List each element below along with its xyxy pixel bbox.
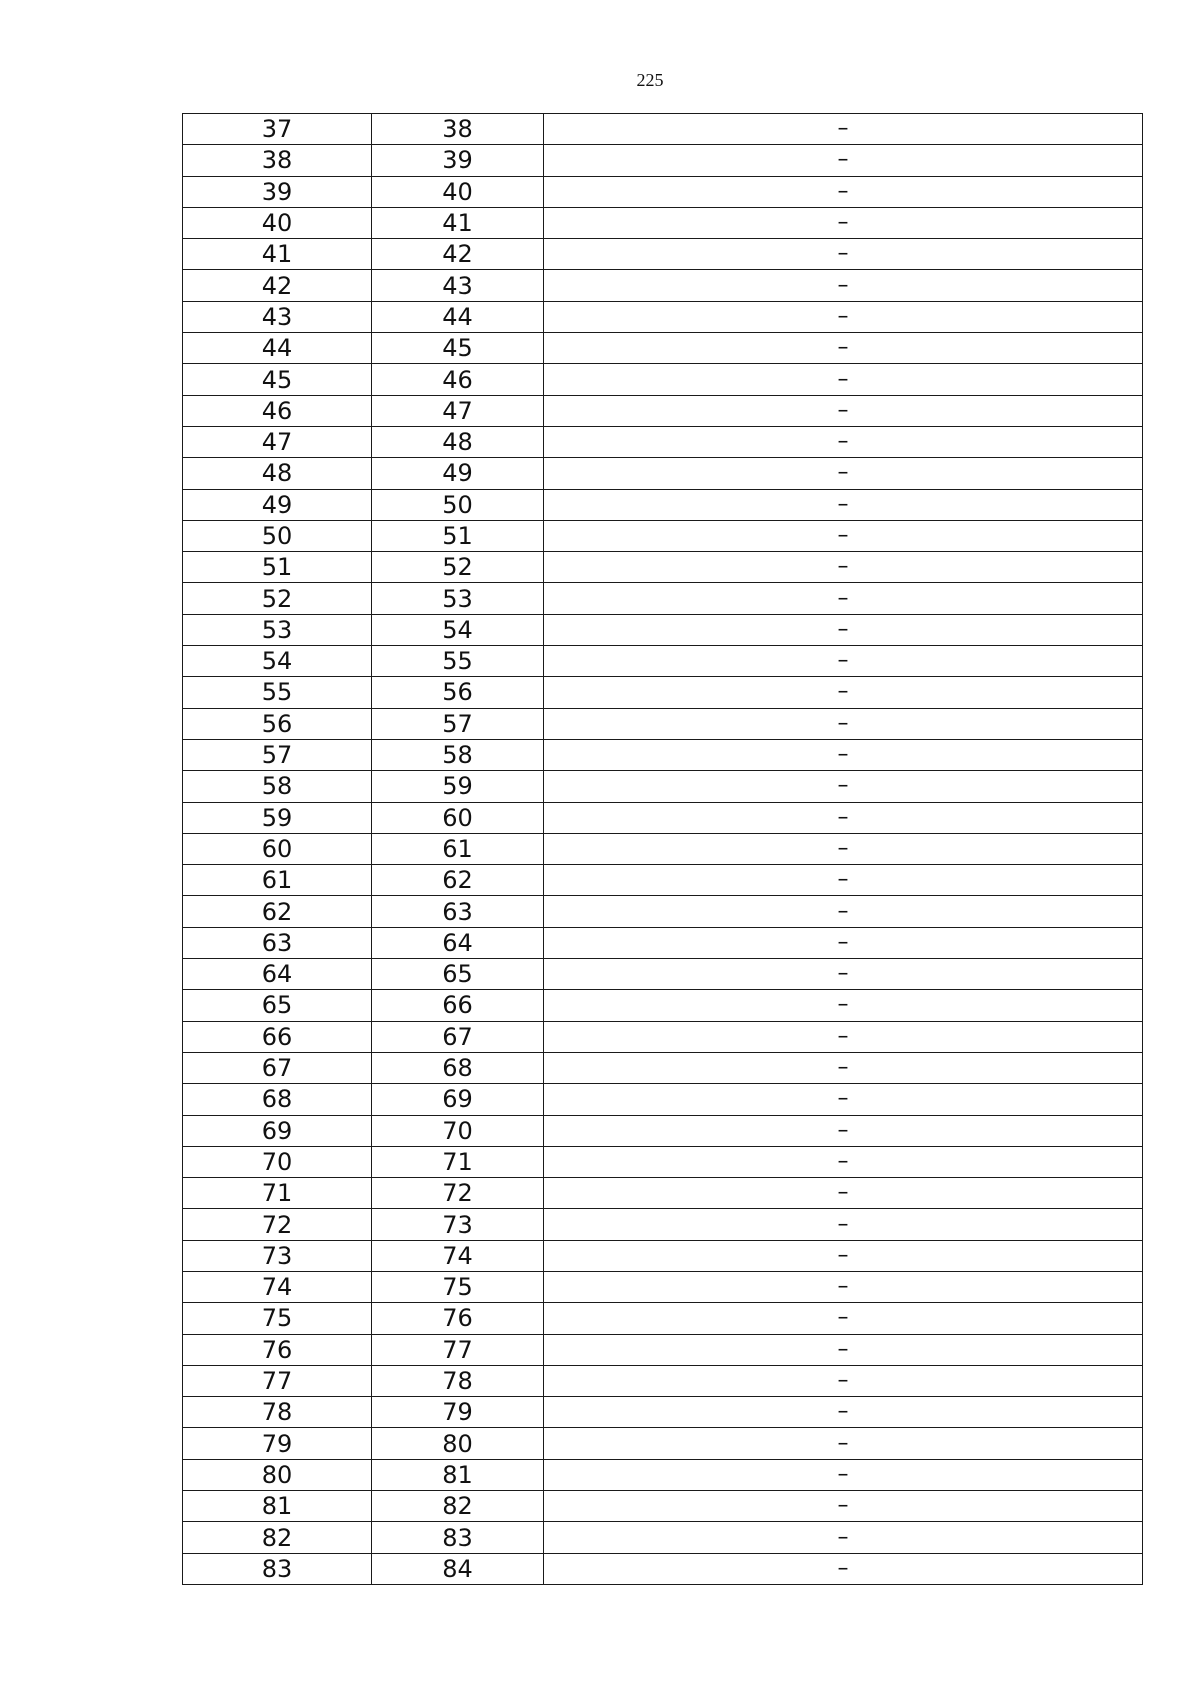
to-value-cell: 43 xyxy=(372,270,544,301)
from-value-cell: 45 xyxy=(183,364,372,395)
from-value-cell: 68 xyxy=(183,1084,372,1115)
table-row xyxy=(183,614,1143,645)
from-value-cell: 77 xyxy=(183,1365,372,1396)
table-row xyxy=(183,1209,1143,1240)
from-value-cell: 67 xyxy=(183,1052,372,1083)
from-value-cell: 69 xyxy=(183,1115,372,1146)
table-row xyxy=(183,1178,1143,1209)
to-value-cell: 70 xyxy=(372,1115,544,1146)
to-value-cell: 62 xyxy=(372,865,544,896)
to-value-cell: 63 xyxy=(372,896,544,927)
to-value-cell: 55 xyxy=(372,646,544,677)
from-value-cell: 44 xyxy=(183,333,372,364)
dash-cell: – xyxy=(544,1240,1143,1271)
table-row xyxy=(183,1240,1143,1271)
table-row xyxy=(183,708,1143,739)
from-value-cell: 49 xyxy=(183,489,372,520)
table-row xyxy=(183,1365,1143,1396)
dash-cell: – xyxy=(544,176,1143,207)
to-value-cell: 44 xyxy=(372,301,544,332)
from-value-cell: 83 xyxy=(183,1553,372,1584)
dash-cell: – xyxy=(544,1052,1143,1083)
dash-cell: – xyxy=(544,270,1143,301)
table-row xyxy=(183,927,1143,958)
from-value-cell: 58 xyxy=(183,771,372,802)
to-value-cell: 57 xyxy=(372,708,544,739)
table-row xyxy=(183,333,1143,364)
table-row xyxy=(183,520,1143,551)
to-value-cell: 84 xyxy=(372,1553,544,1584)
to-value-cell: 49 xyxy=(372,458,544,489)
table-row xyxy=(183,1271,1143,1302)
from-value-cell: 61 xyxy=(183,865,372,896)
table-row xyxy=(183,1303,1143,1334)
to-value-cell: 83 xyxy=(372,1522,544,1553)
dash-cell: – xyxy=(544,1397,1143,1428)
dash-cell: – xyxy=(544,1146,1143,1177)
to-value-cell: 77 xyxy=(372,1334,544,1365)
from-value-cell: 38 xyxy=(183,145,372,176)
from-value-cell: 60 xyxy=(183,833,372,864)
to-value-cell: 45 xyxy=(372,333,544,364)
page-number: 225 xyxy=(636,70,664,90)
from-value-cell: 56 xyxy=(183,708,372,739)
to-value-cell: 50 xyxy=(372,489,544,520)
to-value-cell: 40 xyxy=(372,176,544,207)
table-row xyxy=(183,990,1143,1021)
dash-cell: – xyxy=(544,739,1143,770)
from-value-cell: 64 xyxy=(183,959,372,990)
dash-cell: – xyxy=(544,614,1143,645)
dash-cell: – xyxy=(544,646,1143,677)
table-row xyxy=(183,677,1143,708)
from-value-cell: 66 xyxy=(183,1021,372,1052)
dash-cell: – xyxy=(544,145,1143,176)
table-row xyxy=(183,771,1143,802)
table-row xyxy=(183,426,1143,457)
from-value-cell: 74 xyxy=(183,1271,372,1302)
from-value-cell: 79 xyxy=(183,1428,372,1459)
table-row xyxy=(183,1334,1143,1365)
table-row xyxy=(183,1459,1143,1490)
to-value-cell: 42 xyxy=(372,239,544,270)
dash-cell: – xyxy=(544,1178,1143,1209)
from-value-cell: 37 xyxy=(183,114,372,145)
dash-cell: – xyxy=(544,1428,1143,1459)
table-row xyxy=(183,896,1143,927)
table-row xyxy=(183,145,1143,176)
dash-cell: – xyxy=(544,1084,1143,1115)
table-row xyxy=(183,1115,1143,1146)
from-value-cell: 41 xyxy=(183,239,372,270)
table-row xyxy=(183,865,1143,896)
from-value-cell: 55 xyxy=(183,677,372,708)
table-row xyxy=(183,1553,1143,1584)
from-value-cell: 80 xyxy=(183,1459,372,1490)
from-value-cell: 73 xyxy=(183,1240,372,1271)
dash-cell: – xyxy=(544,708,1143,739)
dash-cell: – xyxy=(544,583,1143,614)
to-value-cell: 75 xyxy=(372,1271,544,1302)
from-value-cell: 39 xyxy=(183,176,372,207)
dash-cell: – xyxy=(544,426,1143,457)
to-value-cell: 59 xyxy=(372,771,544,802)
to-value-cell: 53 xyxy=(372,583,544,614)
table-row xyxy=(183,739,1143,770)
table-row xyxy=(183,646,1143,677)
to-value-cell: 41 xyxy=(372,207,544,238)
to-value-cell: 81 xyxy=(372,1459,544,1490)
from-value-cell: 82 xyxy=(183,1522,372,1553)
to-value-cell: 38 xyxy=(372,114,544,145)
dash-cell: – xyxy=(544,114,1143,145)
to-value-cell: 76 xyxy=(372,1303,544,1334)
dash-cell: – xyxy=(544,1209,1143,1240)
to-value-cell: 46 xyxy=(372,364,544,395)
to-value-cell: 69 xyxy=(372,1084,544,1115)
dash-cell: – xyxy=(544,959,1143,990)
dash-cell: – xyxy=(544,1491,1143,1522)
dash-cell: – xyxy=(544,896,1143,927)
dash-cell: – xyxy=(544,865,1143,896)
table-row xyxy=(183,1021,1143,1052)
table-row xyxy=(183,833,1143,864)
table-row xyxy=(183,489,1143,520)
from-value-cell: 70 xyxy=(183,1146,372,1177)
from-value-cell: 59 xyxy=(183,802,372,833)
table-row xyxy=(183,270,1143,301)
table-row xyxy=(183,364,1143,395)
table-row xyxy=(183,1084,1143,1115)
to-value-cell: 73 xyxy=(372,1209,544,1240)
dash-cell: – xyxy=(544,333,1143,364)
from-value-cell: 63 xyxy=(183,927,372,958)
to-value-cell: 54 xyxy=(372,614,544,645)
table-row xyxy=(183,395,1143,426)
to-value-cell: 65 xyxy=(372,959,544,990)
dash-cell: – xyxy=(544,927,1143,958)
dash-cell: – xyxy=(544,990,1143,1021)
from-value-cell: 62 xyxy=(183,896,372,927)
dash-cell: – xyxy=(544,1365,1143,1396)
dash-cell: – xyxy=(544,677,1143,708)
from-value-cell: 65 xyxy=(183,990,372,1021)
dash-cell: – xyxy=(544,239,1143,270)
from-value-cell: 78 xyxy=(183,1397,372,1428)
from-value-cell: 42 xyxy=(183,270,372,301)
to-value-cell: 64 xyxy=(372,927,544,958)
table-row xyxy=(183,239,1143,270)
table-row xyxy=(183,552,1143,583)
to-value-cell: 71 xyxy=(372,1146,544,1177)
table-row xyxy=(183,1491,1143,1522)
to-value-cell: 56 xyxy=(372,677,544,708)
table-row xyxy=(183,959,1143,990)
dash-cell: – xyxy=(544,802,1143,833)
to-value-cell: 78 xyxy=(372,1365,544,1396)
table-row xyxy=(183,114,1143,145)
table-row xyxy=(183,1146,1143,1177)
dash-cell: – xyxy=(544,395,1143,426)
table-row xyxy=(183,1428,1143,1459)
to-value-cell: 68 xyxy=(372,1052,544,1083)
dash-cell: – xyxy=(544,1459,1143,1490)
from-value-cell: 47 xyxy=(183,426,372,457)
from-value-cell: 43 xyxy=(183,301,372,332)
to-value-cell: 58 xyxy=(372,739,544,770)
from-value-cell: 81 xyxy=(183,1491,372,1522)
table-row xyxy=(183,802,1143,833)
dash-cell: – xyxy=(544,1115,1143,1146)
dash-cell: – xyxy=(544,458,1143,489)
table-body xyxy=(183,114,1143,1585)
table-row xyxy=(183,1052,1143,1083)
dash-cell: – xyxy=(544,364,1143,395)
to-value-cell: 47 xyxy=(372,395,544,426)
dash-cell: – xyxy=(544,1271,1143,1302)
to-value-cell: 67 xyxy=(372,1021,544,1052)
from-value-cell: 57 xyxy=(183,739,372,770)
table-row xyxy=(183,207,1143,238)
dash-cell: – xyxy=(544,1021,1143,1052)
dash-cell: – xyxy=(544,207,1143,238)
to-value-cell: 74 xyxy=(372,1240,544,1271)
from-value-cell: 71 xyxy=(183,1178,372,1209)
to-value-cell: 39 xyxy=(372,145,544,176)
from-value-cell: 76 xyxy=(183,1334,372,1365)
from-value-cell: 46 xyxy=(183,395,372,426)
from-value-cell: 54 xyxy=(183,646,372,677)
dash-cell: – xyxy=(544,489,1143,520)
table-row xyxy=(183,301,1143,332)
table-row xyxy=(183,1397,1143,1428)
from-value-cell: 48 xyxy=(183,458,372,489)
to-value-cell: 72 xyxy=(372,1178,544,1209)
to-value-cell: 51 xyxy=(372,520,544,551)
to-value-cell: 60 xyxy=(372,802,544,833)
table-row xyxy=(183,583,1143,614)
dash-cell: – xyxy=(544,1553,1143,1584)
from-value-cell: 75 xyxy=(183,1303,372,1334)
dash-cell: – xyxy=(544,833,1143,864)
to-value-cell: 66 xyxy=(372,990,544,1021)
to-value-cell: 82 xyxy=(372,1491,544,1522)
from-value-cell: 53 xyxy=(183,614,372,645)
from-value-cell: 72 xyxy=(183,1209,372,1240)
dash-cell: – xyxy=(544,771,1143,802)
dash-cell: – xyxy=(544,301,1143,332)
to-value-cell: 52 xyxy=(372,552,544,583)
table-row xyxy=(183,176,1143,207)
to-value-cell: 79 xyxy=(372,1397,544,1428)
dash-cell: – xyxy=(544,520,1143,551)
dash-cell: – xyxy=(544,1334,1143,1365)
from-value-cell: 50 xyxy=(183,520,372,551)
data-table xyxy=(182,113,1143,1585)
dash-cell: – xyxy=(544,1522,1143,1553)
from-value-cell: 51 xyxy=(183,552,372,583)
to-value-cell: 80 xyxy=(372,1428,544,1459)
dash-cell: – xyxy=(544,552,1143,583)
dash-cell: – xyxy=(544,1303,1143,1334)
from-value-cell: 52 xyxy=(183,583,372,614)
table-row xyxy=(183,458,1143,489)
from-value-cell: 40 xyxy=(183,207,372,238)
to-value-cell: 61 xyxy=(372,833,544,864)
to-value-cell: 48 xyxy=(372,426,544,457)
table-row xyxy=(183,1522,1143,1553)
